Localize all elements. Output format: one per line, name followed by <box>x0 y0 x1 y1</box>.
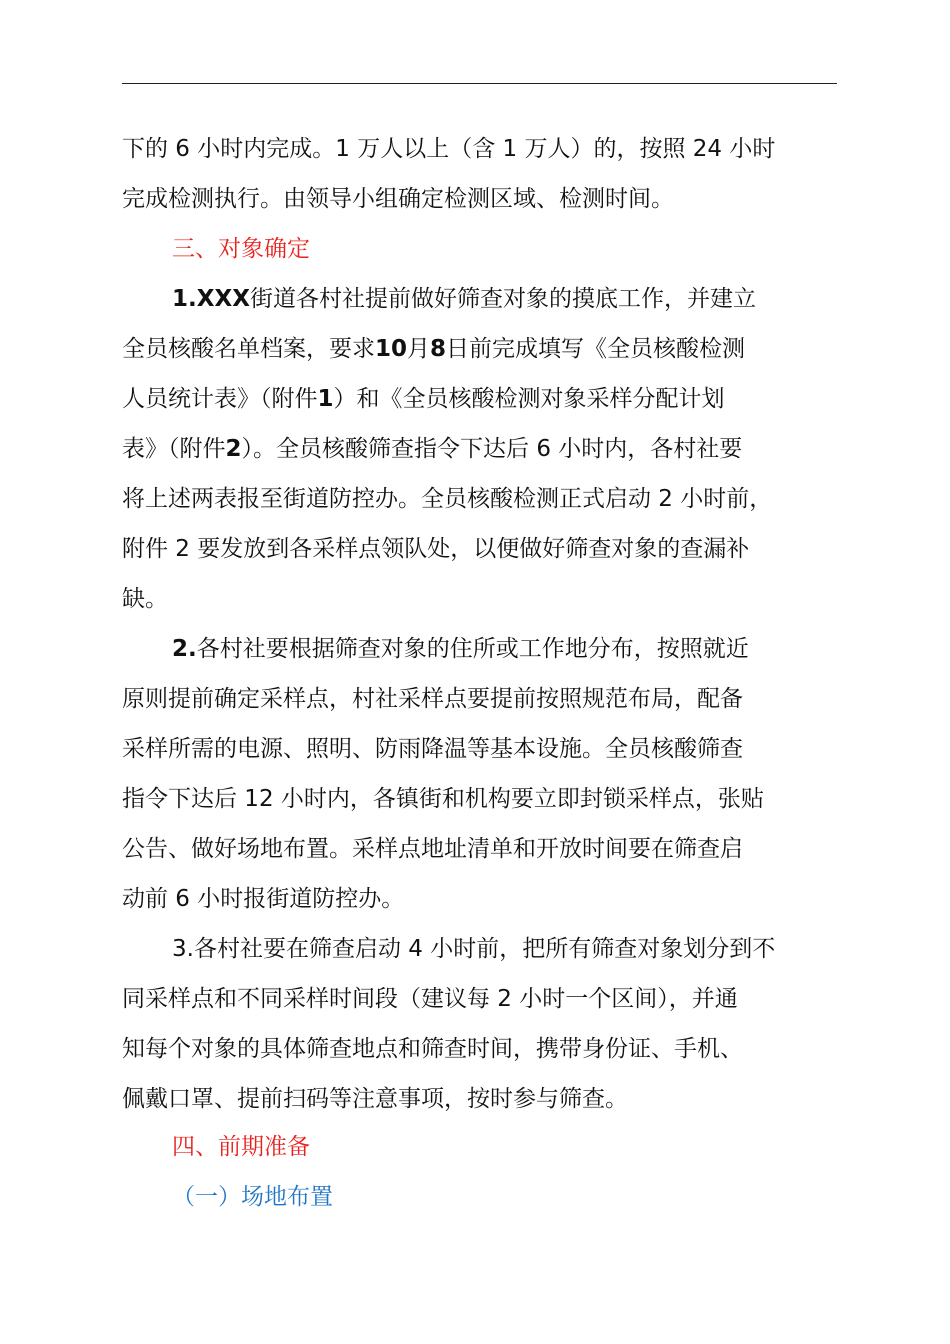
header-rule <box>122 83 837 84</box>
subsection-heading: （一）场地布置 <box>172 1184 333 1210</box>
paragraph-1-line: 附件 2 要发放到各采样点领队处，以便做好筛查对象的查漏补 <box>122 536 750 562</box>
paragraph-3-line: 佩戴口罩、提前扫码等注意事项，按时参与筛查。 <box>122 1086 628 1112</box>
paragraph-1-line: 人员统计表》（附件1）和《全员核酸检测对象采样分配计划 <box>122 386 725 412</box>
paragraph-1-line: 1.XXX街道各村社提前做好筛查对象的摸底工作，并建立 <box>172 286 756 312</box>
item-number: 1.XXX <box>172 286 250 312</box>
paragraph-1-line: 将上述两表报至街道防控办。全员核酸检测正式启动 2 小时前， <box>122 486 773 512</box>
paragraph-3-line: 同采样点和不同采样时间段（建议每 2 小时一个区间），并通 <box>122 986 738 1012</box>
section-heading-4: 四、前期准备 <box>172 1134 310 1160</box>
paragraph-2-line: 采样所需的电源、照明、防雨降温等基本设施。全员核酸筛查 <box>122 736 743 762</box>
paragraph-1-line: 全员核酸名单档案，要求10月8日前完成填写《全员核酸检测 <box>122 336 746 362</box>
text-line: 下的 6 小时内完成。1 万人以上（含 1 万人）的，按照 24 小时 <box>122 136 776 162</box>
text-line: 完成检测执行。由领导小组确定检测区域、检测时间。 <box>122 186 674 212</box>
item-number: 2. <box>172 636 197 662</box>
paragraph-3-line: 知每个对象的具体筛查地点和筛查时间，携带身份证、手机、 <box>122 1036 743 1062</box>
paragraph-2-line: 公告、做好场地布置。采样点地址清单和开放时间要在筛查启 <box>122 836 743 862</box>
paragraph-1-line: 表》（附件2）。全员核酸筛查指令下达后 6 小时内，各村社要 <box>122 436 743 462</box>
paragraph-2-line: 2.各村社要根据筛查对象的住所或工作地分布，按照就近 <box>172 636 749 662</box>
paragraph-2-line: 动前 6 小时报街道防控办。 <box>122 886 405 912</box>
paragraph-1-line: 缺。 <box>122 586 168 612</box>
paragraph-2-line: 指令下达后 12 小时内，各镇街和机构要立即封锁采样点，张贴 <box>122 786 764 812</box>
paragraph-3-line: 3.各村社要在筛查启动 4 小时前，把所有筛查对象划分到不 <box>172 936 776 962</box>
paragraph-2-line: 原则提前确定采样点，村社采样点要提前按照规范布局，配备 <box>122 686 743 712</box>
section-heading-3: 三、对象确定 <box>172 236 310 262</box>
